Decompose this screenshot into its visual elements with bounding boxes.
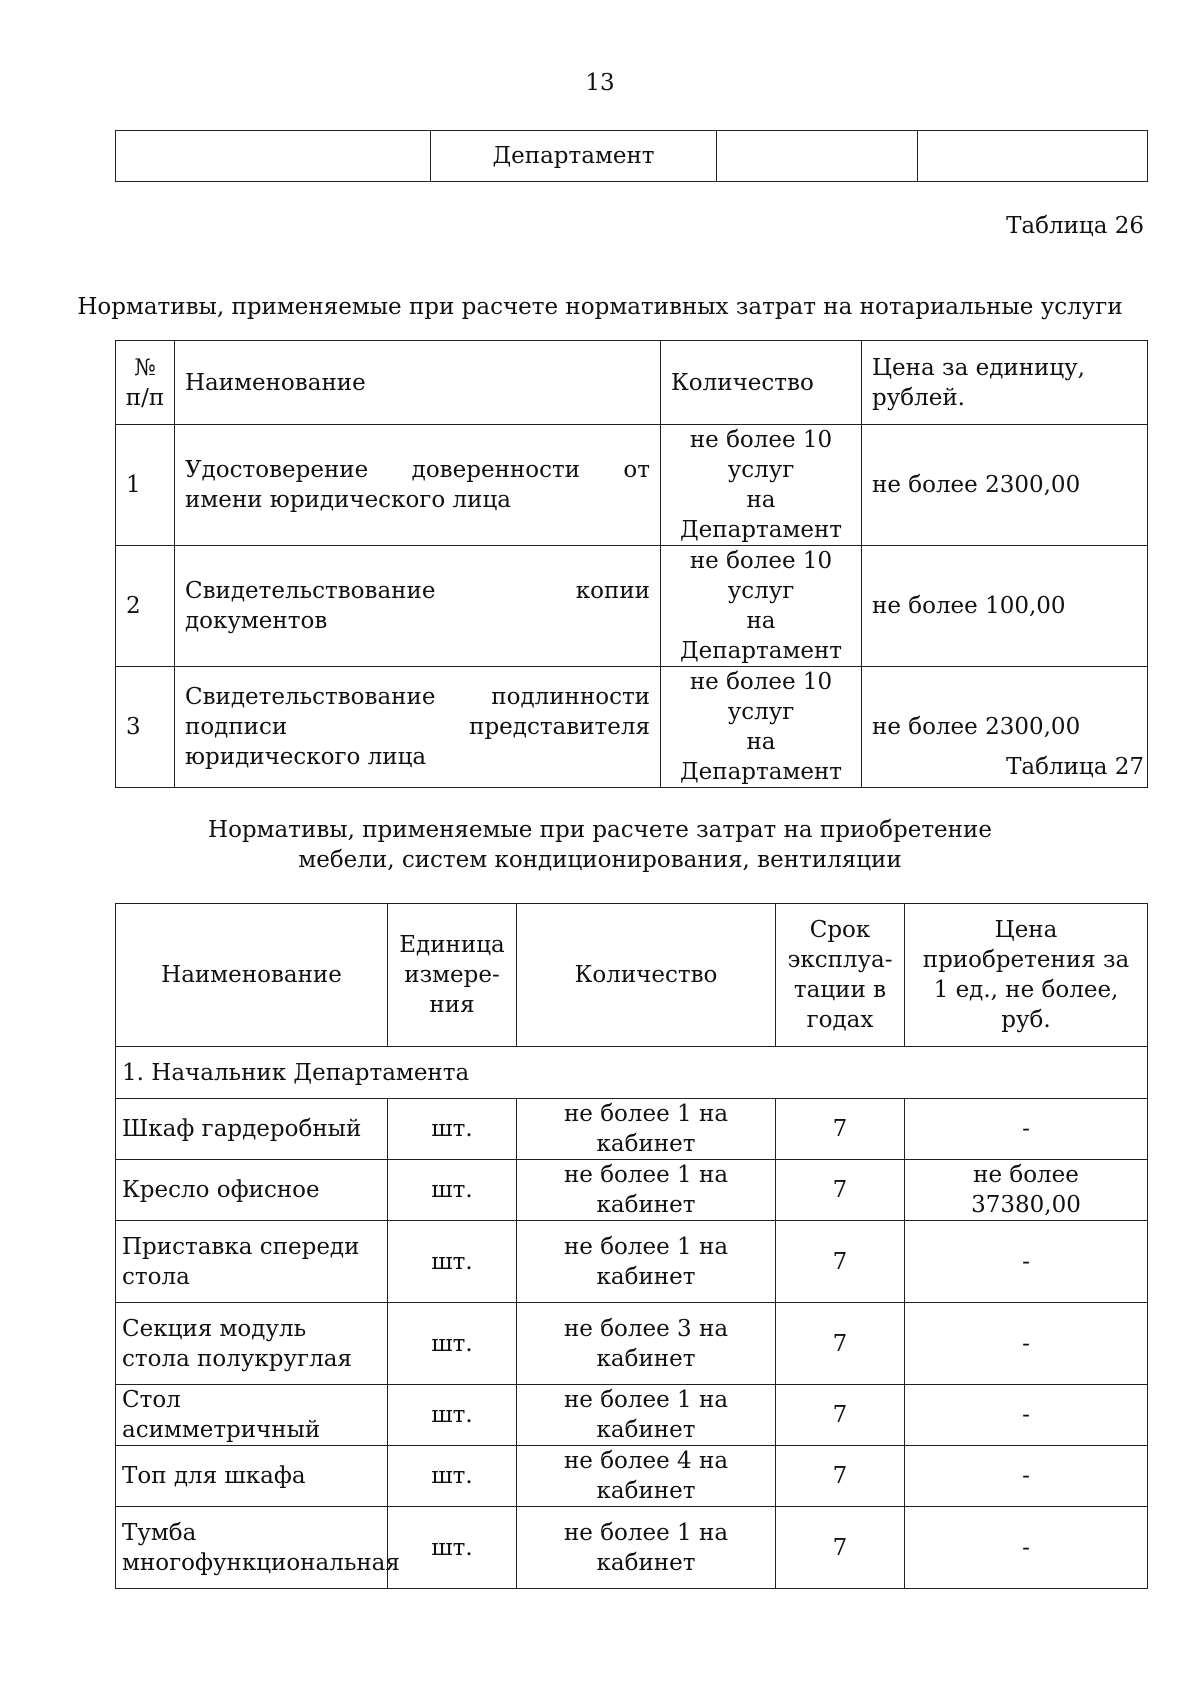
row-price: - — [905, 1221, 1148, 1303]
qty-line: не более 10 — [689, 548, 833, 574]
header-name: Наименование — [175, 341, 661, 425]
row-qty: не более 1 на кабинет — [517, 1507, 776, 1589]
table-row — [116, 1221, 1148, 1303]
qty-line: услуг — [727, 457, 795, 483]
qty-line: услуг — [727, 699, 795, 725]
row-price: не более 37380,00 — [905, 1160, 1148, 1221]
row-qty — [661, 667, 862, 788]
row-term: 7 — [776, 1385, 905, 1446]
header-num: № п/п — [116, 341, 175, 425]
row-term: 7 — [776, 1446, 905, 1507]
row-name: Свидетельствование копии документов — [175, 546, 661, 667]
row-price: - — [905, 1446, 1148, 1507]
table-row — [116, 667, 1148, 788]
row-name: Шкаф гардеробный — [116, 1099, 388, 1160]
row-qty: не более 4 на кабинет — [517, 1446, 776, 1507]
row-unit: шт. — [388, 1446, 517, 1507]
qty-line: не более 10 — [689, 669, 833, 695]
qty-line: на Департамент — [679, 487, 843, 543]
row-term: 7 — [776, 1160, 905, 1221]
header-price: Цена приобретения за 1 ед., не более, руб. — [905, 904, 1148, 1047]
title-line: Нормативы, применяемые при расчете затрат на приобретение — [208, 817, 992, 843]
table-27-label: Таблица 27 — [1006, 754, 1144, 780]
header-qty: Количество — [661, 341, 862, 425]
header-price: Цена за единицу, рублей. — [862, 341, 1148, 425]
row-name: Приставка спереди стола — [116, 1221, 388, 1303]
row-price: не более 2300,00 — [862, 667, 1148, 788]
table-row — [116, 1099, 1148, 1160]
table-cell — [918, 131, 1148, 182]
table-26-label: Таблица 26 — [1006, 213, 1144, 239]
row-name: Удостоверение доверенности от имени юридического лица — [175, 425, 661, 546]
title-line: мебели, систем кондиционирования, вентиляции — [298, 847, 902, 873]
table-26 — [115, 340, 1148, 788]
row-qty: не более 1 на кабинет — [517, 1160, 776, 1221]
row-price: - — [905, 1507, 1148, 1589]
row-qty: не более 3 на кабинет — [517, 1303, 776, 1385]
row-unit: шт. — [388, 1160, 517, 1221]
table-row — [116, 1507, 1148, 1589]
row-qty — [661, 546, 862, 667]
row-unit: шт. — [388, 1385, 517, 1446]
table-26-title: Нормативы, применяемые при расчете нормативных затрат на нотариальные услуги — [77, 294, 1123, 320]
header-qty: Количество — [517, 904, 776, 1047]
table-27-title — [0, 815, 1200, 875]
row-term: 7 — [776, 1099, 905, 1160]
row-term: 7 — [776, 1221, 905, 1303]
table-header-row — [116, 341, 1148, 425]
row-term: 7 — [776, 1303, 905, 1385]
row-name: Свидетельствование подлинности подписи представителя юридического лица — [175, 667, 661, 788]
row-price: - — [905, 1099, 1148, 1160]
row-unit: шт. — [388, 1221, 517, 1303]
row-unit: шт. — [388, 1099, 517, 1160]
row-term: 7 — [776, 1507, 905, 1589]
row-qty: не более 1 на кабинет — [517, 1099, 776, 1160]
table-row — [116, 425, 1148, 546]
table-row — [116, 1446, 1148, 1507]
qty-line: на Департамент — [679, 729, 843, 785]
row-unit: шт. — [388, 1303, 517, 1385]
continued-table — [115, 130, 1148, 182]
qty-line: услуг — [727, 578, 795, 604]
table-27 — [115, 903, 1148, 1589]
table-header-row — [116, 904, 1148, 1047]
row-unit: шт. — [388, 1507, 517, 1589]
qty-line: на Департамент — [679, 608, 843, 664]
row-name: Стол асимметричный — [116, 1385, 388, 1446]
row-name: Топ для шкафа — [116, 1446, 388, 1507]
table-row — [116, 1385, 1148, 1446]
table-row — [116, 546, 1148, 667]
row-qty: не более 1 на кабинет — [517, 1385, 776, 1446]
row-num: 2 — [116, 546, 175, 667]
row-qty: не более 1 на кабинет — [517, 1221, 776, 1303]
page-number: 13 — [585, 70, 615, 96]
row-name: Секция модуль стола полукруглая — [116, 1303, 388, 1385]
header-unit: Единица измере-ния — [388, 904, 517, 1047]
row-num: 3 — [116, 667, 175, 788]
table-row — [116, 1160, 1148, 1221]
table-cell — [116, 131, 431, 182]
table-row — [116, 1303, 1148, 1385]
header-term: Срок эксплуа-тации в годах — [776, 904, 905, 1047]
row-price: не более 100,00 — [862, 546, 1148, 667]
row-price: - — [905, 1303, 1148, 1385]
section-title: 1. Начальник Департамента — [116, 1047, 1148, 1099]
row-qty — [661, 425, 862, 546]
table-cell: Департамент — [431, 131, 717, 182]
row-price: - — [905, 1385, 1148, 1446]
row-price: не более 2300,00 — [862, 425, 1148, 546]
row-num: 1 — [116, 425, 175, 546]
header-name: Наименование — [116, 904, 388, 1047]
qty-line: не более 10 — [689, 427, 833, 453]
row-name: Тумба многофункциональная — [116, 1507, 388, 1589]
section-row — [116, 1047, 1148, 1099]
row-name: Кресло офисное — [116, 1160, 388, 1221]
table-cell — [717, 131, 918, 182]
